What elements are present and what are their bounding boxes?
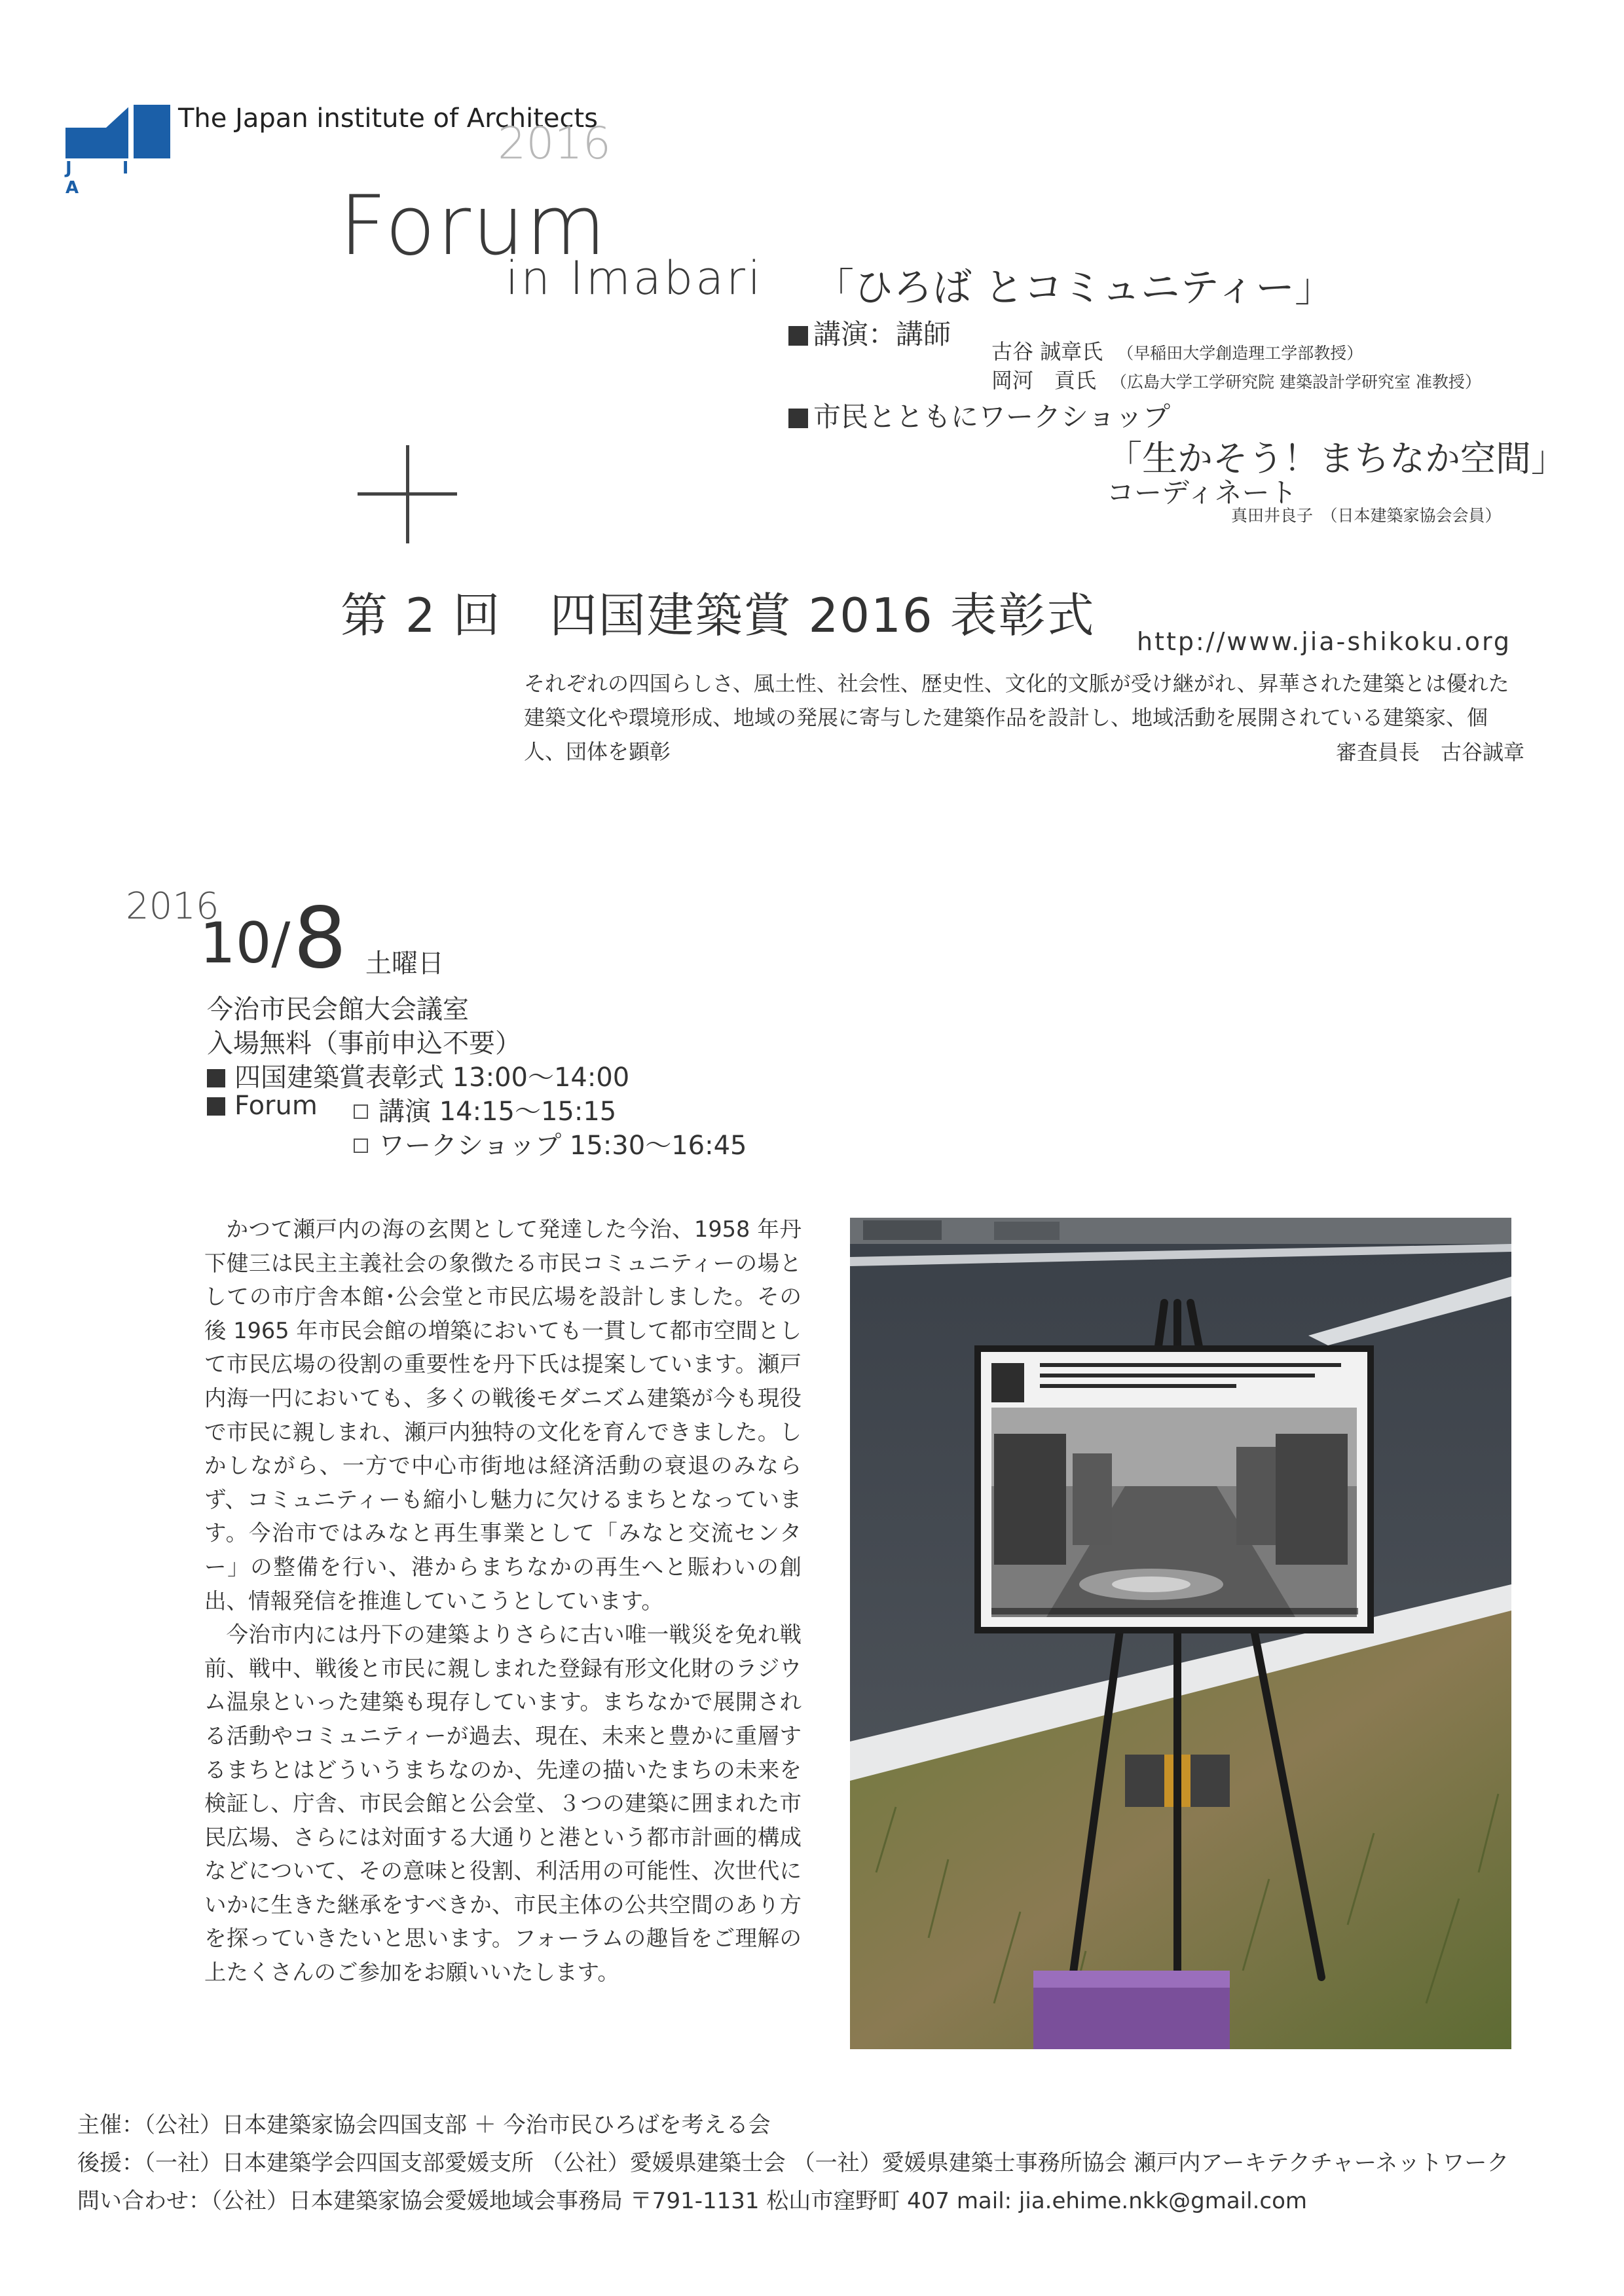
ceremony-time: 四国建築賞表彰式 13:00〜14:00 bbox=[234, 1063, 630, 1093]
easel-photo bbox=[850, 1218, 1511, 2049]
event-admission: 入場無料（事前申込不要） bbox=[207, 1029, 521, 1059]
event-venue: 今治市民会館大会議室 bbox=[207, 994, 469, 1025]
square-bullet-icon bbox=[788, 409, 808, 428]
speaker-2 bbox=[991, 364, 1481, 394]
forum-title: Forum bbox=[339, 177, 608, 274]
jury-chair: 審査員長 古谷誠章 bbox=[1335, 740, 1524, 765]
workshop-schedule bbox=[354, 1125, 747, 1162]
award-description: それぞれの四国らしさ、風土性、社会性、歴史性、文化的文脈が受け継がれ、昇華された建築とは優れた建築文化や環境形成、地域の発展に寄与した建築作品を設計し、地域活動を展開されている建築家、個人、団体を顕彰 bbox=[524, 671, 1509, 764]
speaker-affiliation: （早稲田大学創造理工学部教授） bbox=[1117, 344, 1363, 363]
workshop-heading bbox=[788, 395, 1170, 435]
body-text bbox=[204, 1212, 802, 1990]
speaker-name: 古谷 誠章氏 bbox=[991, 339, 1103, 364]
footer-organizer: 主催：（公社）日本建築家協会四国支部 ＋ 今治市民ひろばを考える会 bbox=[77, 2112, 771, 2138]
forum-schedule bbox=[207, 1091, 318, 1121]
forum-year: 2016 bbox=[498, 118, 612, 170]
lecture-time: 講演 14:15〜15:15 bbox=[378, 1097, 617, 1127]
coordinator-label: コーディネート bbox=[1107, 477, 1297, 509]
event-year: 2016 bbox=[126, 885, 219, 928]
body-paragraph-2: 今治市内には丹下の建築よりさらに古い唯一戦災を免れ戦前、戦中、戦後と市民に親しまれた登録有形文化財のラジウム温泉といった建築も現存しています。まちなかで展開される活動やコミュニティーが過去、現在、未来と豊かに重層するまちとはどういうまちなのか、先達の描いたまちの未来を検証し、庁舎、市民会館と公会堂、３つの建築に囲まれた市民広場、さらには対面する大通りと港という都市計画的構成などについて、その意味と役割、利活用の可能性、次世代にいかに生きた継承をすべきか、市民主体の公共空間のあり方を探っていきたいと思います。フォーラムの趣旨をご理解の上たくさんのご参加をお願いいたします。 bbox=[204, 1622, 802, 1986]
workshop-title: 「生かそう！まちなか空間」 bbox=[1107, 438, 1566, 479]
logo-letters: J I A bbox=[65, 158, 151, 198]
website-link[interactable]: http://www.jia-shikoku.org bbox=[1137, 627, 1512, 656]
footer-supporters: 後援：（一社）日本建築学会四国支部愛媛支所 （公社）愛媛県建築士会 （一社）愛媛県建築士事務所協会 瀬戸内アーキテクチャーネットワーク bbox=[77, 2150, 1509, 2176]
lecture-label: 講演：講師 bbox=[813, 318, 951, 350]
speaker-affiliation: （広島大学工学研究院 建築設計学研究室 准教授） bbox=[1111, 373, 1481, 392]
footer-contact: 問い合わせ：（公社）日本建築家協会愛媛地域会事務局 〒791-1131 松山市窪野町 407 mail: jia.ehime.nkk@gmail.com bbox=[77, 2188, 1307, 2214]
event-month: 10/ bbox=[200, 911, 291, 976]
plus-icon-bar bbox=[358, 492, 457, 496]
square-bullet-icon bbox=[207, 1069, 225, 1087]
speaker-name: 岡河 貢氏 bbox=[991, 368, 1097, 393]
event-weekday: 土曜日 bbox=[365, 949, 444, 979]
forum-location: in Imabari bbox=[506, 251, 764, 305]
forum-label: Forum bbox=[234, 1091, 318, 1121]
speaker-1 bbox=[991, 335, 1363, 365]
hollow-square-icon bbox=[354, 1139, 368, 1153]
lecture-schedule bbox=[354, 1091, 616, 1128]
body-paragraph-1: かつて瀬戸内の海の玄関として発達した今治、1958 年丹下健三は民主主義社会の象徴たる市民コミュニティーの場としての市庁舎本館･公会堂と市民広場を設計しました。その後 1965 年市民会館の増築においても一貫して都市空間として市民広場の役割の重要性を丹下氏は提案しています。瀬戸内海一円においても、多くの戦後モダニズム建築が今も現役で市民に親しまれ、瀬戸内独特の文化を育んできました。しかしながら、一方で中心市街地は経済活動の衰退のみならず、コミュニティーも縮小し魅力に欠けるまちとなっています。今治市ではみなと再生事業として「みなと交流センター」の整備を行い、港からまちなかの再生へと賑わいの創出、情報発信を推進していこうとしています。 bbox=[204, 1216, 802, 1614]
square-bullet-icon bbox=[788, 326, 808, 346]
forum-theme: 「ひろば とコミュニティー」 bbox=[815, 265, 1335, 311]
hollow-square-icon bbox=[354, 1104, 368, 1119]
workshop-time: ワークショップ 15:30〜16:45 bbox=[378, 1131, 747, 1161]
lecture-heading bbox=[788, 313, 951, 352]
award-title: 第 2 回 四国建築賞 2016 表彰式 bbox=[341, 588, 1096, 643]
workshop-label: 市民とともにワークショップ bbox=[813, 401, 1171, 433]
coordinator-name: 真田井良子 （日本建築家協会会員） bbox=[1231, 506, 1502, 525]
ceremony-schedule bbox=[207, 1057, 629, 1094]
square-bullet-icon bbox=[207, 1097, 225, 1116]
event-day: 8 bbox=[293, 890, 347, 987]
org-name: The Japan institute of Architects bbox=[178, 103, 598, 134]
